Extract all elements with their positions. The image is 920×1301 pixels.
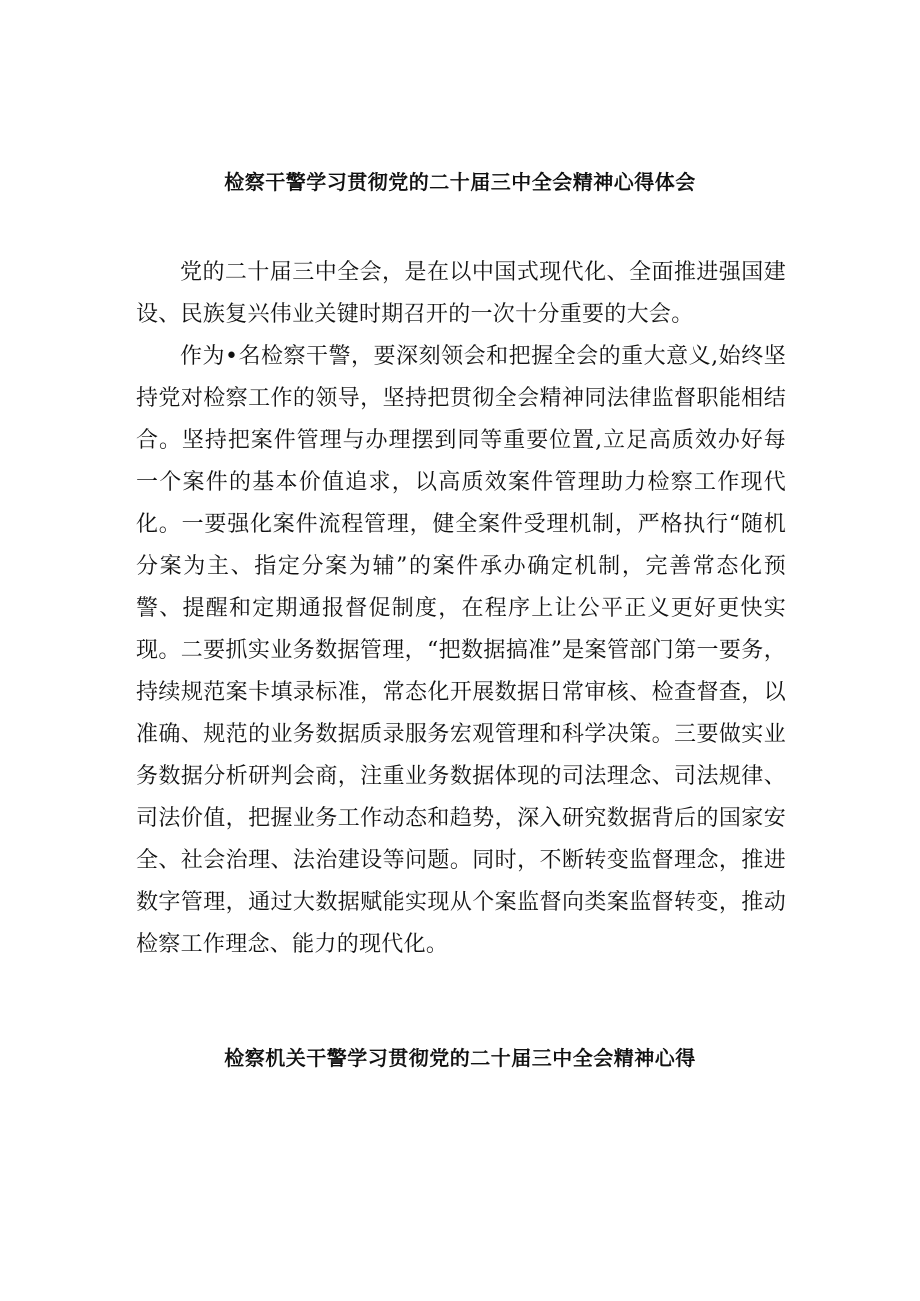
document-title: 检察干警学习贯彻党的二十届三中全会精神心得体会 — [224, 170, 696, 194]
paragraph-1: 党的二十届三中全会，是在以中国式现代化、全面推进强国建设、民族复兴伟业关键时期召开的一次十分重要的大会。 — [136, 260, 786, 327]
section-title: 检察机关干警学习贯彻党的二十届三中全会精神心得 — [224, 1046, 696, 1070]
document-body — [136, 252, 786, 966]
paragraph-2: 作为•名检察干警，要深刻领会和把握全会的重大意义,始终坚持党对检察工作的领导，坚持把贯彻全会精神同法律监督职能相结合。坚持把案件管理与办理摆到同等重要位置,立足高质效办好每一个案件的基本价值追求，以高质效案件管理助力检察工作现代化。一要强化案件流程管理，健全案件受理机制，严格执行“随机分案为主、指定分案为辅”的案件承办确定机制，完善常态化预警、提醒和定期通报督促制度，在程序上让公平正义更好更快实现。二要抓实业务数据管理，“把数据搞准”是案管部门第一要务，持续规范案卡填录标准，常态化开展数据日常审核、检查督查，以准确、规范的业务数据质录服务宏观管理和科学决策。三要做实业务数据分析研判会商，注重业务数据体现的司法理念、司法规律、司法价值，把握业务工作动态和趋势，深入研究数据背后的国家安全、社会治理、法治建设等问题。同时，不断转变监督理念，推进数字管理，通过大数据赋能实现从个案监督向类案监督转变，推动检察工作理念、能力的现代化。 — [136, 344, 786, 957]
